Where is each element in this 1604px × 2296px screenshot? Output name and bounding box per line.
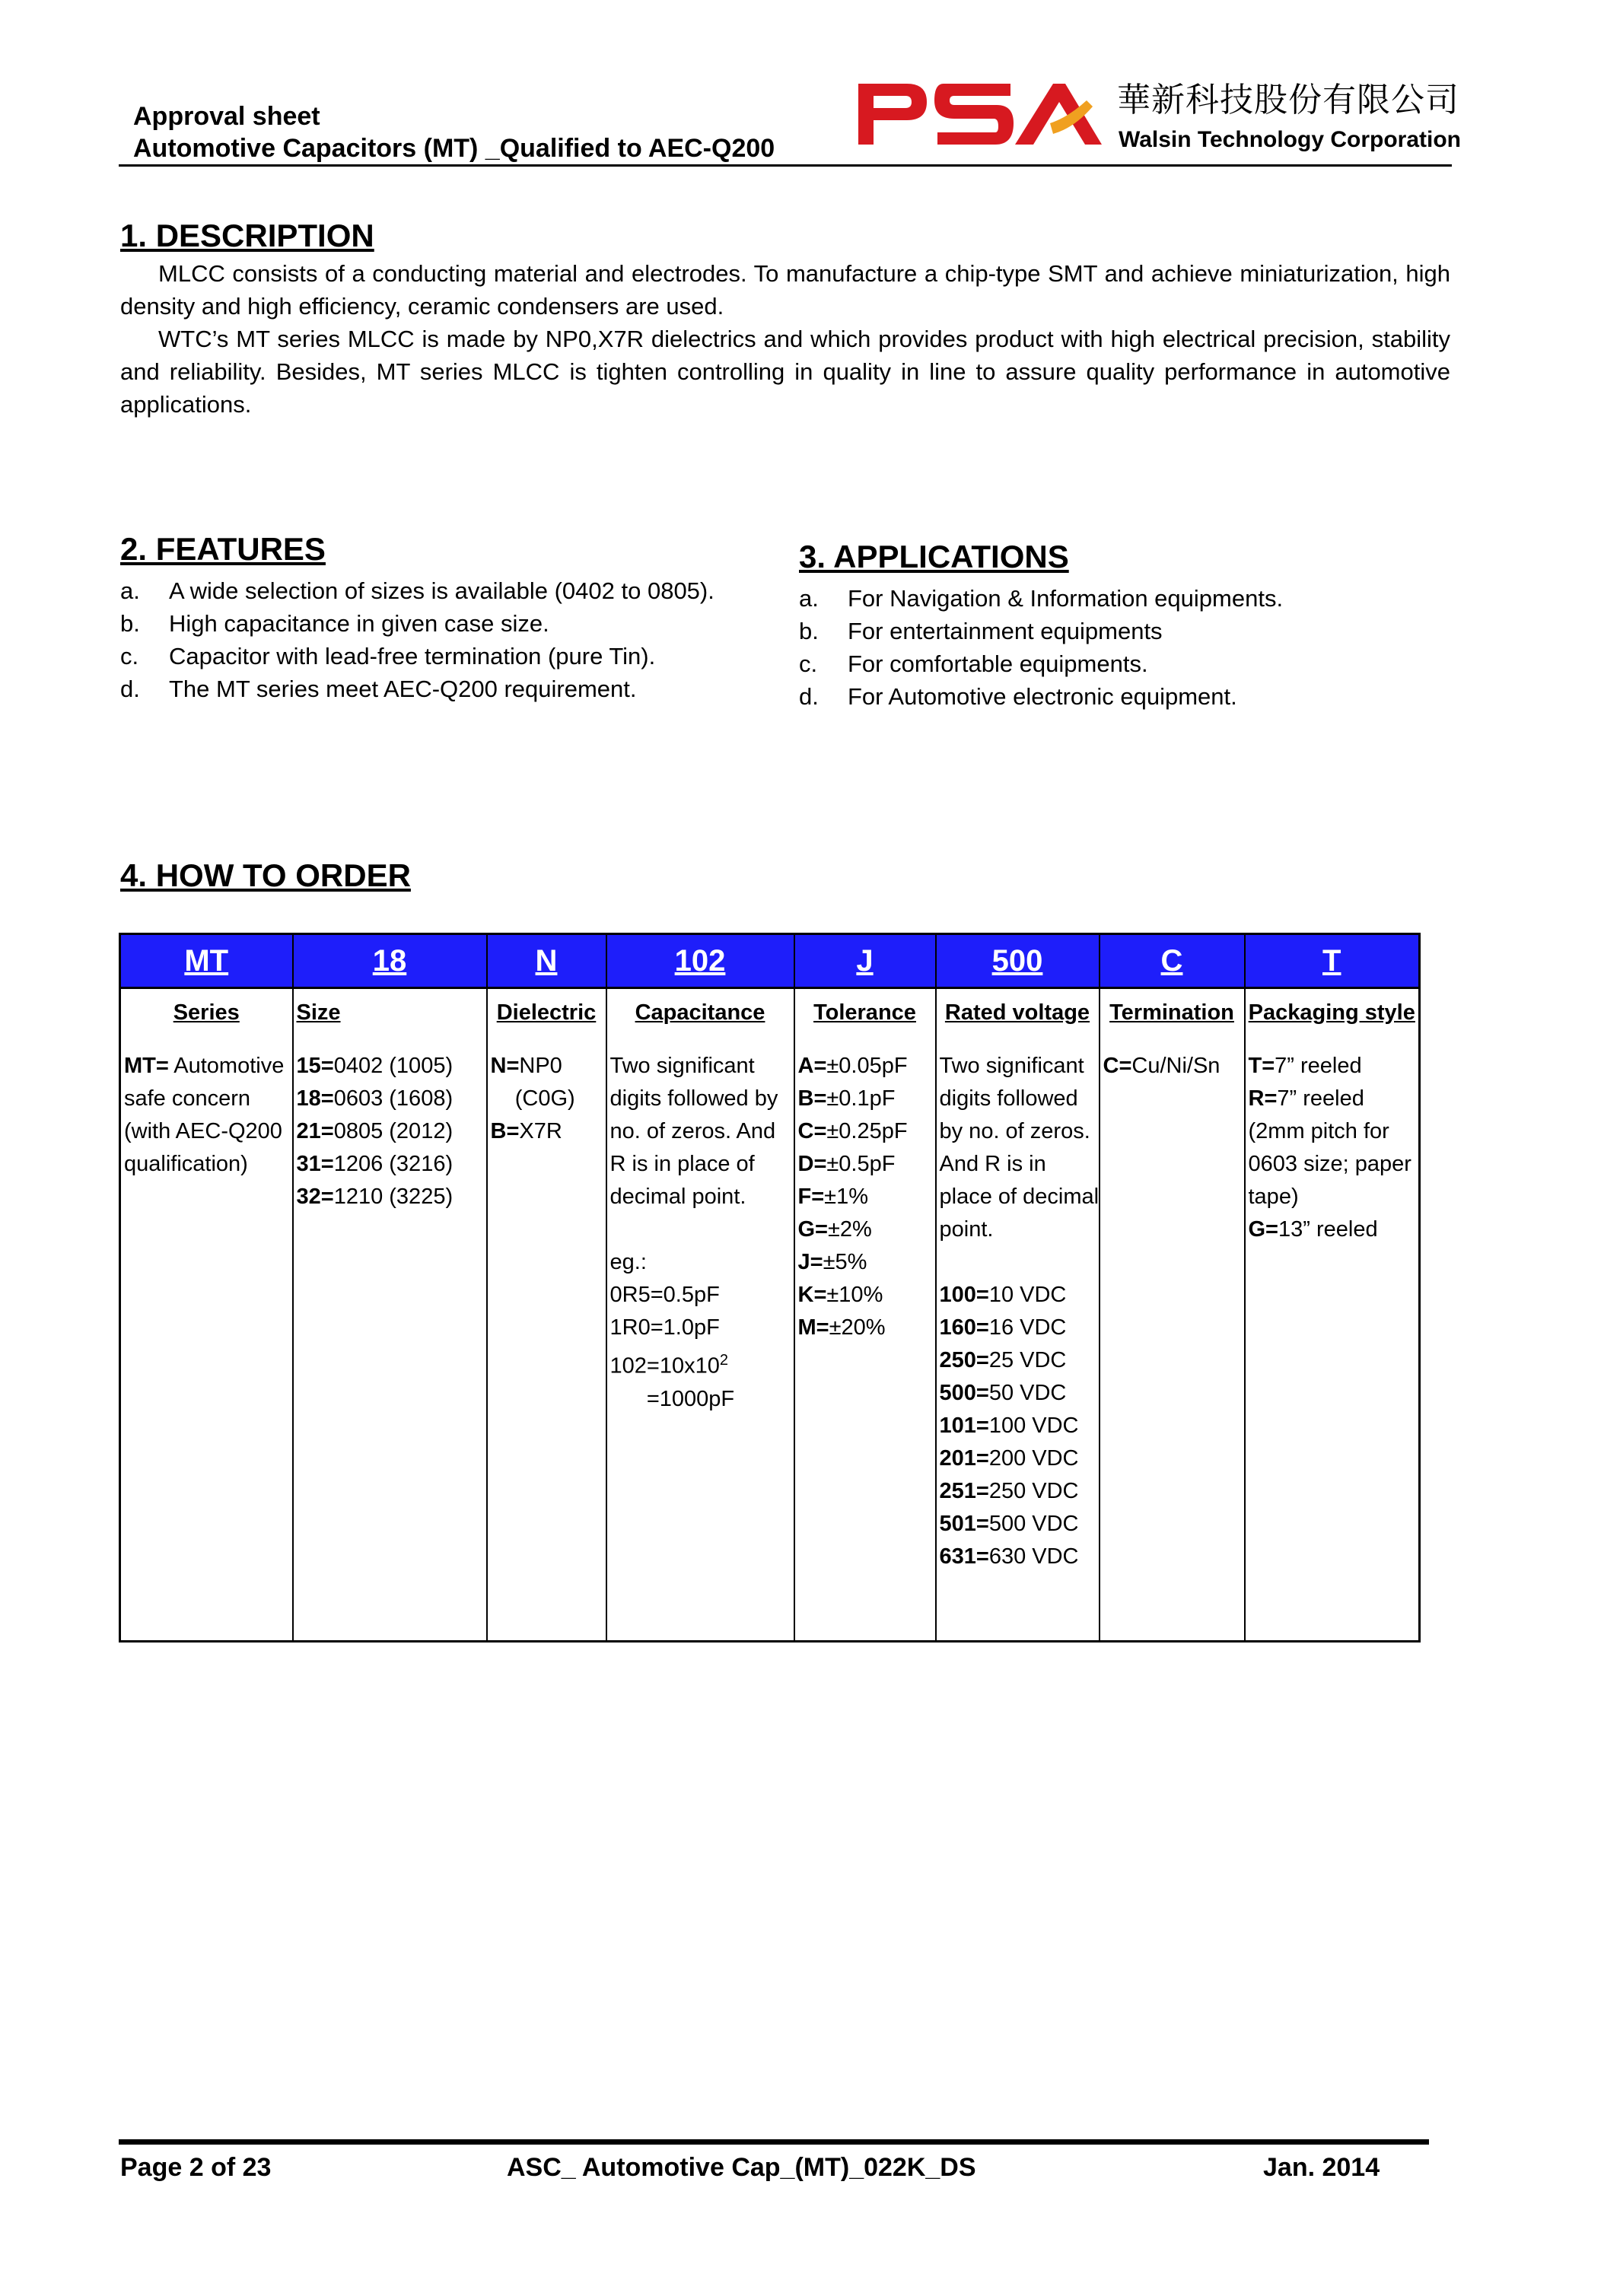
cell-line [124,1083,289,1115]
cell-line [491,1050,603,1083]
list-text: For comfortable equipments. [848,650,1148,677]
code-key: 251= [939,1479,989,1503]
cell-line [940,1442,1096,1475]
psa-logo [854,73,1105,157]
code-value: 7” reeled [1277,1086,1364,1111]
order-detail-row [120,1036,1420,1642]
code-value: digits followed by [609,1086,778,1111]
code-value: Cu/Ni/Sn [1131,1054,1221,1078]
header-title: Approval sheet [133,102,320,131]
cell-line [610,1083,791,1115]
heading-tolerance: Tolerance [794,988,936,1037]
code-value: no. of zeros. And [609,1119,776,1143]
cell-line [610,1246,791,1279]
code-key: C= [797,1119,827,1143]
code-termination: C [1100,934,1245,988]
code-value: ±20% [829,1315,886,1340]
cell-line [940,1410,1096,1442]
order-title: 4. HOW TO ORDER [120,857,411,893]
list-item [120,640,805,673]
code-key: 18= [296,1086,334,1111]
list-item [799,582,1423,615]
code-value: 200 VDC [988,1446,1079,1471]
code-value: ±0.25pF [826,1119,908,1143]
list-item [120,574,805,607]
code-value: NP0 [519,1054,562,1078]
cell-line [1249,1148,1416,1181]
code-value: =1000pF [609,1386,735,1411]
list-item [120,607,805,640]
cell-line [940,1377,1096,1410]
cell-line [940,1083,1096,1115]
code-value: by no. of zeros. [939,1119,1090,1143]
list-item [120,673,805,705]
cell-line [491,1083,603,1115]
code-key: 100= [939,1283,989,1307]
packaging-cell [1245,1036,1420,1642]
code-value: decimal point. [609,1185,746,1209]
code-key: 250= [939,1348,989,1372]
code-value: (2mm pitch for [1248,1119,1389,1143]
list-marker: a. [120,577,140,604]
code-key: C= [1103,1054,1132,1078]
cell-line [1249,1181,1416,1213]
cell-line [297,1050,483,1083]
footer-rule [119,2139,1429,2145]
code-value: ±0.05pF [826,1054,908,1078]
code-value: point. [939,1217,994,1242]
code-value: place of decimal [939,1185,1100,1209]
cell-line [798,1115,932,1148]
document-date: Jan. 2014 [1263,2153,1380,2182]
cell-line [940,1050,1096,1083]
code-key: R= [1248,1086,1278,1111]
code-value: 0R5=0.5pF [609,1283,720,1307]
code-value [940,1250,946,1274]
cell-line [610,1279,791,1312]
cell-line [940,1213,1096,1246]
description-paragraph-2: WTC’s MT series MLCC is made by NP0,X7R dielectrics and which provides product with high electrical precision, stability and reliability. Besides, MT series MLCC is tighten controlling in quality in line to assure quality performance in automotive applications. [120,326,1450,418]
cell-line [610,1115,791,1148]
order-heading-row [120,988,1420,1037]
list-text: For entertainment equipments [848,618,1163,644]
cell-line [297,1181,483,1213]
superscript: 2 [719,1352,728,1369]
features-list [120,574,805,705]
list-marker: c. [120,643,139,669]
code-value: 0603 size; paper [1248,1152,1411,1176]
code-key: 21= [296,1119,334,1143]
code-value: 0805 (2012) [333,1119,454,1143]
code-value: X7R [519,1119,562,1143]
code-value: Two significant [609,1054,755,1078]
company-name-en: Walsin Technology Corporation [1119,127,1461,152]
code-key: A= [797,1054,827,1078]
cell-line [1249,1213,1416,1246]
series-cell [120,1036,293,1642]
cell-line [610,1213,791,1246]
code-value: tape) [1248,1185,1299,1209]
list-text: For Navigation & Information equipments. [848,585,1284,612]
code-value: 250 VDC [988,1479,1079,1503]
cell-line [940,1246,1096,1279]
cell-line [297,1148,483,1181]
order-code-row [120,934,1420,988]
code-value: eg.: [609,1250,647,1274]
list-item [799,680,1423,713]
list-text: For Automotive electronic equipment. [848,683,1237,710]
cell-line [940,1475,1096,1508]
description-paragraph-1: MLCC consists of a conducting material and electrodes. To manufacture a chip-type SMT and achieve miniaturization, high density and high efficiency, ceramic condensers are used. [120,260,1450,320]
list-marker: b. [799,618,819,644]
code-key: 31= [296,1152,334,1176]
code-value: ±0.1pF [826,1086,896,1111]
size-cell [293,1036,487,1642]
cell-line [798,1246,932,1279]
cell-line [798,1083,932,1115]
code-key: G= [797,1217,828,1242]
code-value [610,1217,616,1242]
code-key: 101= [939,1414,989,1438]
code-value: (with AEC-Q200 [124,1119,282,1143]
company-name-cn: 華新科技股份有限公司 [1117,81,1459,119]
list-marker: c. [799,650,818,677]
voltage-cell [936,1036,1100,1642]
code-key: B= [797,1086,827,1111]
list-marker: a. [799,585,819,612]
termination-cell [1100,1036,1245,1642]
list-text: Capacitor with lead-free termination (pure Tin). [169,643,656,669]
heading-voltage: Rated voltage [936,988,1100,1037]
code-value: 0603 (1608) [333,1086,454,1111]
list-marker: d. [799,683,819,710]
description-title: 1. DESCRIPTION [120,218,374,253]
code-value: 630 VDC [988,1544,1079,1569]
code-value: 102=10x10 [609,1353,720,1379]
list-marker: b. [120,610,140,637]
cell-line [610,1383,791,1416]
cell-line [940,1541,1096,1573]
cell-line [610,1148,791,1181]
code-key: 631= [939,1544,989,1569]
order-code-table [119,933,1421,1642]
heading-dielectric: Dielectric [487,988,606,1037]
code-value: 1206 (3216) [333,1152,454,1176]
cell-line [124,1050,289,1083]
code-value: (C0G) [490,1086,575,1111]
code-value: 500 VDC [988,1512,1079,1536]
cell-line [124,1148,289,1181]
cell-line [491,1115,603,1148]
cell-line [940,1312,1096,1344]
cell-line [798,1279,932,1312]
code-key: F= [797,1185,825,1209]
code-value: 13” reeled [1278,1217,1378,1242]
header-subtitle: Automotive Capacitors (MT) _Qualified to AEC-Q200 [133,134,775,163]
code-key: MT= [124,1054,169,1078]
code-key: K= [797,1283,827,1307]
cell-line [940,1344,1096,1377]
code-value: 16 VDC [988,1315,1067,1340]
cell-line [610,1312,791,1344]
code-value: 25 VDC [988,1348,1067,1372]
code-packaging: T [1245,934,1420,988]
cell-line [1249,1050,1416,1083]
capacitance-cell [606,1036,794,1642]
code-value: ±5% [823,1250,867,1274]
cell-line [798,1213,932,1246]
code-value: And R is in [939,1152,1046,1176]
list-text: High capacitance in given case size. [169,610,549,637]
code-value: 1210 (3225) [333,1185,454,1209]
code-value: 0402 (1005) [333,1054,454,1078]
cell-line [940,1115,1096,1148]
cell-line [297,1115,483,1148]
dielectric-cell [487,1036,606,1642]
heading-packaging: Packaging style [1245,988,1420,1037]
code-value: ±0.5pF [826,1152,896,1176]
code-key: B= [490,1119,520,1143]
cell-line [940,1508,1096,1541]
code-value: 7” reeled [1275,1054,1362,1078]
cell-line [1249,1083,1416,1115]
cell-line [1249,1115,1416,1148]
code-key: 160= [939,1315,989,1340]
code-key: N= [490,1054,520,1078]
list-item [799,647,1423,680]
cell-line [297,1083,483,1115]
code-value: qualification) [124,1152,248,1176]
cell-line [940,1279,1096,1312]
cell-line [1103,1050,1241,1083]
code-tolerance: J [794,934,936,988]
page-number: Page 2 of 23 [120,2153,272,2182]
code-key: 201= [939,1446,989,1471]
code-value: Two significant [939,1054,1084,1078]
applications-list [799,582,1423,713]
cell-line [610,1181,791,1213]
list-item [799,615,1423,647]
cell-line [939,1181,1100,1213]
document-code: ASC_ Automotive Cap_(MT)_022K_DS [507,2153,976,2182]
code-key: D= [797,1152,827,1176]
code-value: safe concern [124,1086,251,1111]
cell-line [798,1312,932,1344]
code-value: Automotive [168,1054,285,1078]
heading-capacitance: Capacitance [606,988,794,1037]
heading-size: Size [293,988,487,1037]
code-series: MT [120,934,293,988]
cell-line [940,1148,1096,1181]
applications-title: 3. APPLICATIONS [799,539,1069,574]
code-key: 15= [296,1054,334,1078]
code-value: ±10% [826,1283,883,1307]
list-marker: d. [120,676,140,702]
psa-logo-icon [854,73,1105,157]
code-value: 50 VDC [988,1381,1067,1405]
features-title: 2. FEATURES [120,531,326,567]
cell-line [610,1344,791,1383]
code-value: ±2% [828,1217,872,1242]
cell-line [124,1115,289,1148]
code-value: 100 VDC [988,1414,1079,1438]
code-key: G= [1248,1217,1278,1242]
header-rule [119,164,1452,167]
code-value: 10 VDC [988,1283,1067,1307]
cell-line [798,1050,932,1083]
tolerance-cell [794,1036,936,1642]
code-voltage: 500 [936,934,1100,988]
cell-line [798,1181,932,1213]
code-value: 1R0=1.0pF [609,1315,720,1340]
heading-series: Series [120,988,293,1037]
code-dielectric: N [487,934,606,988]
code-value: digits followed [939,1086,1078,1111]
list-text: The MT series meet AEC-Q200 requirement. [169,676,637,702]
code-key: T= [1248,1054,1275,1078]
code-value: R is in place of [609,1152,755,1176]
code-key: 500= [939,1381,989,1405]
code-size: 18 [293,934,487,988]
code-key: 32= [296,1185,334,1209]
code-capacitance: 102 [606,934,794,988]
code-key: M= [797,1315,829,1340]
cell-line [610,1050,791,1083]
cell-line [798,1148,932,1181]
code-value: ±1% [824,1185,868,1209]
heading-termination: Termination [1100,988,1245,1037]
list-text: A wide selection of sizes is available (0402 to 0805). [169,577,714,604]
code-key: J= [797,1250,823,1274]
code-key: 501= [939,1512,989,1536]
